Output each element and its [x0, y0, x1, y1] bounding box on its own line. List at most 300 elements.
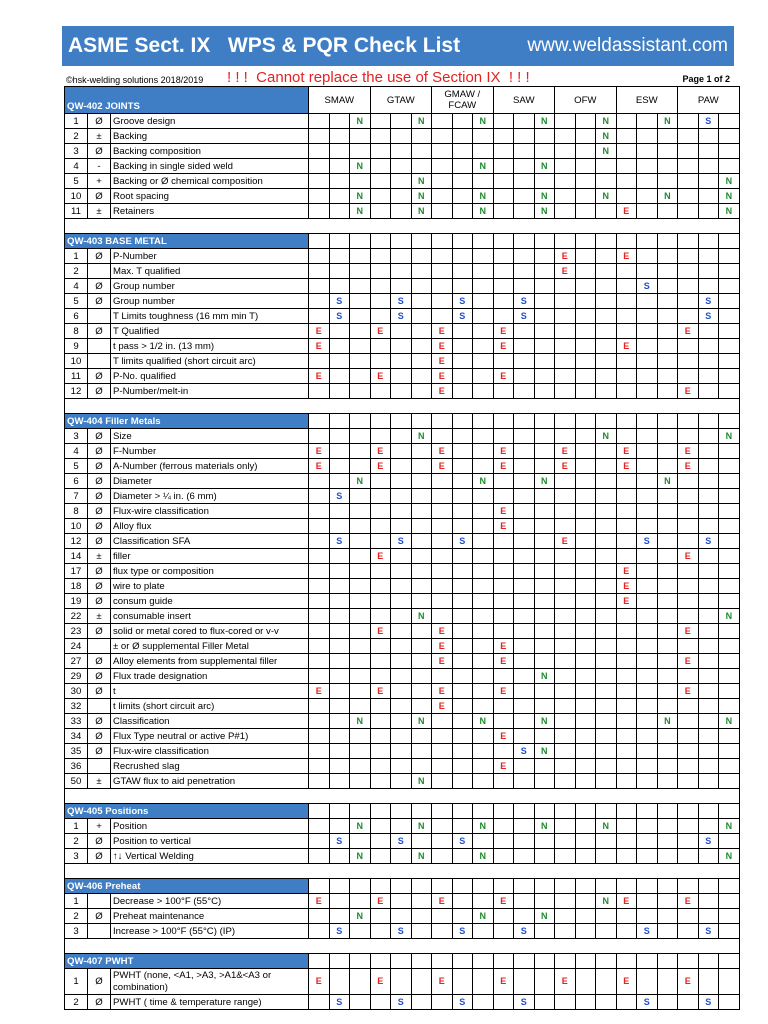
row-symbol — [88, 309, 111, 324]
mark-cell — [596, 669, 617, 684]
mark-cell — [309, 549, 330, 564]
mark-cell — [555, 714, 576, 729]
row-number: 30 — [65, 684, 88, 699]
subtitle-line — [62, 68, 734, 88]
row-number: 2 — [65, 909, 88, 924]
mark-cell — [657, 174, 678, 189]
row-description: GTAW flux to aid penetration — [111, 774, 309, 789]
mark-cell — [534, 384, 555, 399]
mark-cell — [637, 324, 658, 339]
mark-cell — [493, 129, 514, 144]
mark-cell — [370, 204, 391, 219]
header-blank-cell — [432, 414, 453, 429]
row-number: 29 — [65, 669, 88, 684]
row-description: Diameter > ¼ in. (6 mm) — [111, 489, 309, 504]
mark-cell — [452, 639, 473, 654]
row-description: t — [111, 684, 309, 699]
row-description: Position — [111, 819, 309, 834]
mark-cell — [473, 759, 494, 774]
mark-cell — [534, 729, 555, 744]
mark-cell — [616, 354, 637, 369]
mark-cell — [719, 249, 740, 264]
mark-cell — [350, 489, 371, 504]
mark-cell — [370, 294, 391, 309]
mark-cell — [534, 774, 555, 789]
mark-cell: E — [370, 624, 391, 639]
table-row — [65, 474, 740, 489]
header-blank-cell — [678, 879, 699, 894]
mark-cell: E — [616, 444, 637, 459]
header-blank-cell — [350, 414, 371, 429]
header-blank-cell — [637, 954, 658, 969]
mark-cell — [596, 699, 617, 714]
row-description: Retainers — [111, 204, 309, 219]
mark-cell — [493, 294, 514, 309]
mark-cell: S — [452, 834, 473, 849]
mark-cell: N — [473, 819, 494, 834]
mark-cell — [309, 849, 330, 864]
mark-cell: N — [596, 894, 617, 909]
mark-cell — [411, 354, 432, 369]
mark-cell: S — [452, 534, 473, 549]
row-number: 33 — [65, 714, 88, 729]
mark-cell — [698, 714, 719, 729]
mark-cell — [616, 519, 637, 534]
mark-cell: N — [411, 714, 432, 729]
row-symbol: Ø — [88, 189, 111, 204]
header-blank-cell — [329, 414, 350, 429]
mark-cell — [309, 159, 330, 174]
row-description: Groove design — [111, 114, 309, 129]
header-blank-cell — [493, 414, 514, 429]
mark-cell: N — [473, 114, 494, 129]
mark-cell — [493, 669, 514, 684]
mark-cell — [514, 129, 535, 144]
row-symbol: Ø — [88, 594, 111, 609]
mark-cell — [698, 339, 719, 354]
row-number: 7 — [65, 489, 88, 504]
mark-cell — [555, 894, 576, 909]
mark-cell — [370, 924, 391, 939]
mark-cell — [411, 519, 432, 534]
mark-cell — [432, 159, 453, 174]
mark-cell — [514, 684, 535, 699]
header-blank-cell — [329, 804, 350, 819]
mark-cell — [350, 699, 371, 714]
mark-cell — [309, 264, 330, 279]
mark-cell — [555, 489, 576, 504]
mark-cell — [329, 609, 350, 624]
mark-cell — [637, 759, 658, 774]
mark-cell — [411, 564, 432, 579]
mark-cell — [473, 995, 494, 1010]
row-symbol: Ø — [88, 459, 111, 474]
mark-cell — [514, 429, 535, 444]
mark-cell — [575, 849, 596, 864]
mark-cell — [616, 144, 637, 159]
mark-cell — [637, 489, 658, 504]
mark-cell — [534, 594, 555, 609]
mark-cell — [473, 249, 494, 264]
mark-cell — [575, 774, 596, 789]
mark-cell: N — [534, 909, 555, 924]
row-symbol: Ø — [88, 669, 111, 684]
mark-cell — [432, 609, 453, 624]
header-blank-cell — [678, 234, 699, 249]
mark-cell — [678, 264, 699, 279]
mark-cell — [432, 564, 453, 579]
mark-cell — [329, 819, 350, 834]
mark-cell — [473, 654, 494, 669]
mark-cell — [575, 429, 596, 444]
mark-cell — [514, 834, 535, 849]
mark-cell — [452, 474, 473, 489]
mark-cell — [391, 324, 412, 339]
row-number: 8 — [65, 324, 88, 339]
mark-cell — [411, 294, 432, 309]
mark-cell — [514, 489, 535, 504]
mark-cell: E — [493, 339, 514, 354]
mark-cell — [350, 759, 371, 774]
mark-cell: N — [473, 159, 494, 174]
mark-cell: N — [411, 609, 432, 624]
header-blank-cell — [473, 234, 494, 249]
mark-cell — [309, 114, 330, 129]
mark-cell — [575, 339, 596, 354]
table-row — [65, 579, 740, 594]
section-header-row — [65, 804, 740, 819]
mark-cell — [678, 339, 699, 354]
row-description: Alloy elements from supplemental filler — [111, 654, 309, 669]
mark-cell — [473, 969, 494, 995]
mark-cell — [329, 714, 350, 729]
mark-cell — [616, 654, 637, 669]
row-number: 4 — [65, 159, 88, 174]
mark-cell — [719, 309, 740, 324]
mark-cell — [534, 339, 555, 354]
mark-cell — [616, 699, 637, 714]
mark-cell: E — [432, 894, 453, 909]
mark-cell — [391, 279, 412, 294]
mark-cell — [370, 174, 391, 189]
header-blank-cell — [534, 879, 555, 894]
mark-cell — [698, 699, 719, 714]
mark-cell — [391, 819, 412, 834]
mark-cell — [575, 609, 596, 624]
mark-cell — [575, 894, 596, 909]
mark-cell — [411, 144, 432, 159]
mark-cell — [616, 174, 637, 189]
mark-cell — [698, 624, 719, 639]
row-number: 35 — [65, 744, 88, 759]
mark-cell — [411, 279, 432, 294]
process-header: GTAW — [370, 87, 432, 114]
mark-cell — [514, 519, 535, 534]
mark-cell — [678, 159, 699, 174]
section-spacer — [65, 399, 740, 414]
row-number: 32 — [65, 699, 88, 714]
mark-cell: N — [350, 159, 371, 174]
mark-cell — [719, 684, 740, 699]
spacer-cell — [65, 939, 740, 954]
mark-cell — [555, 924, 576, 939]
table-row — [65, 729, 740, 744]
mark-cell — [370, 774, 391, 789]
mark-cell: E — [432, 339, 453, 354]
mark-cell — [596, 444, 617, 459]
section-header-row — [65, 234, 740, 249]
mark-cell: E — [370, 894, 391, 909]
header-blank-cell — [411, 804, 432, 819]
row-description: P-Number/melt-in — [111, 384, 309, 399]
mark-cell — [678, 249, 699, 264]
mark-cell — [698, 459, 719, 474]
mark-cell — [329, 894, 350, 909]
mark-cell — [698, 279, 719, 294]
mark-cell — [596, 249, 617, 264]
table-row — [65, 264, 740, 279]
mark-cell: N — [473, 474, 494, 489]
header-blank-cell — [432, 804, 453, 819]
mark-cell — [329, 324, 350, 339]
mark-cell — [391, 264, 412, 279]
mark-cell — [678, 189, 699, 204]
mark-cell — [719, 564, 740, 579]
mark-cell — [534, 564, 555, 579]
mark-cell — [452, 684, 473, 699]
row-symbol: Ø — [88, 519, 111, 534]
mark-cell — [534, 834, 555, 849]
mark-cell — [329, 174, 350, 189]
mark-cell — [309, 174, 330, 189]
mark-cell — [350, 339, 371, 354]
mark-cell — [719, 549, 740, 564]
mark-cell — [555, 324, 576, 339]
mark-cell — [370, 519, 391, 534]
mark-cell — [657, 834, 678, 849]
mark-cell — [493, 159, 514, 174]
mark-cell — [309, 594, 330, 609]
section-header-row — [65, 414, 740, 429]
mark-cell — [411, 264, 432, 279]
header-blank-cell — [370, 414, 391, 429]
mark-cell — [534, 699, 555, 714]
mark-cell — [657, 849, 678, 864]
row-description: Position to vertical — [111, 834, 309, 849]
mark-cell — [678, 995, 699, 1010]
row-symbol: + — [88, 819, 111, 834]
mark-cell: E — [370, 684, 391, 699]
mark-cell — [698, 819, 719, 834]
mark-cell — [719, 969, 740, 995]
mark-cell — [678, 144, 699, 159]
mark-cell — [698, 729, 719, 744]
mark-cell — [370, 564, 391, 579]
mark-cell — [493, 564, 514, 579]
mark-cell — [596, 309, 617, 324]
header-blank-cell — [575, 954, 596, 969]
header-blank-cell — [473, 804, 494, 819]
mark-cell — [637, 624, 658, 639]
header-blank-cell — [616, 879, 637, 894]
mark-cell: N — [534, 669, 555, 684]
mark-cell — [514, 909, 535, 924]
mark-cell — [473, 279, 494, 294]
table-row — [65, 309, 740, 324]
mark-cell — [698, 159, 719, 174]
mark-cell: E — [309, 369, 330, 384]
mark-cell: E — [678, 654, 699, 669]
mark-cell — [370, 759, 391, 774]
mark-cell — [514, 699, 535, 714]
mark-cell — [329, 969, 350, 995]
row-symbol: Ø — [88, 579, 111, 594]
mark-cell — [698, 849, 719, 864]
mark-cell — [534, 995, 555, 1010]
mark-cell — [370, 654, 391, 669]
mark-cell — [534, 324, 555, 339]
mark-cell — [616, 534, 637, 549]
mark-cell — [657, 264, 678, 279]
mark-cell — [452, 369, 473, 384]
mark-cell — [698, 474, 719, 489]
table-row — [65, 189, 740, 204]
mark-cell: E — [616, 339, 637, 354]
mark-cell — [391, 699, 412, 714]
mark-cell — [575, 564, 596, 579]
mark-cell — [350, 504, 371, 519]
header-blank-cell — [514, 879, 535, 894]
mark-cell — [575, 354, 596, 369]
mark-cell — [596, 594, 617, 609]
mark-cell — [370, 114, 391, 129]
row-description: Backing — [111, 129, 309, 144]
mark-cell — [432, 579, 453, 594]
mark-cell — [575, 714, 596, 729]
table-row — [65, 354, 740, 369]
mark-cell — [411, 309, 432, 324]
row-description: Flux Type neutral or active P#1) — [111, 729, 309, 744]
mark-cell — [514, 474, 535, 489]
row-description: filler — [111, 549, 309, 564]
table-row — [65, 819, 740, 834]
mark-cell: E — [678, 969, 699, 995]
mark-cell — [514, 714, 535, 729]
mark-cell — [534, 144, 555, 159]
mark-cell — [698, 129, 719, 144]
mark-cell — [473, 144, 494, 159]
mark-cell — [698, 969, 719, 995]
table-row — [65, 384, 740, 399]
mark-cell — [657, 909, 678, 924]
mark-cell — [657, 579, 678, 594]
mark-cell — [309, 144, 330, 159]
mark-cell — [309, 474, 330, 489]
mark-cell — [637, 654, 658, 669]
mark-cell — [432, 249, 453, 264]
mark-cell — [698, 174, 719, 189]
mark-cell — [698, 639, 719, 654]
mark-cell — [391, 744, 412, 759]
mark-cell — [596, 504, 617, 519]
header-blank-cell — [698, 234, 719, 249]
mark-cell — [514, 369, 535, 384]
mark-cell — [350, 579, 371, 594]
mark-cell — [432, 474, 453, 489]
mark-cell: S — [329, 294, 350, 309]
mark-cell — [350, 624, 371, 639]
mark-cell — [575, 834, 596, 849]
mark-cell — [637, 369, 658, 384]
website-link[interactable]: www.weldassistant.com — [527, 35, 728, 56]
row-number: 8 — [65, 504, 88, 519]
mark-cell — [473, 309, 494, 324]
mark-cell — [432, 594, 453, 609]
mark-cell — [678, 834, 699, 849]
row-description: A-Number (ferrous materials only) — [111, 459, 309, 474]
mark-cell — [411, 249, 432, 264]
header-blank-cell — [370, 879, 391, 894]
mark-cell — [698, 669, 719, 684]
mark-cell — [514, 444, 535, 459]
mark-cell — [350, 459, 371, 474]
mark-cell — [596, 489, 617, 504]
header-blank-cell — [534, 954, 555, 969]
mark-cell — [411, 444, 432, 459]
mark-cell: E — [616, 249, 637, 264]
mark-cell — [657, 729, 678, 744]
mark-cell — [596, 534, 617, 549]
mark-cell — [432, 924, 453, 939]
spacer-cell — [65, 789, 740, 804]
mark-cell — [493, 174, 514, 189]
mark-cell — [514, 159, 535, 174]
mark-cell: S — [698, 834, 719, 849]
mark-cell — [657, 669, 678, 684]
mark-cell — [637, 204, 658, 219]
mark-cell — [555, 624, 576, 639]
mark-cell — [350, 564, 371, 579]
mark-cell: N — [596, 819, 617, 834]
row-number: 6 — [65, 474, 88, 489]
mark-cell: E — [493, 444, 514, 459]
mark-cell — [391, 384, 412, 399]
mark-cell — [452, 564, 473, 579]
mark-cell — [391, 519, 412, 534]
mark-cell: S — [514, 294, 535, 309]
mark-cell — [534, 894, 555, 909]
mark-cell — [555, 819, 576, 834]
row-symbol: Ø — [88, 429, 111, 444]
mark-cell: E — [678, 549, 699, 564]
mark-cell — [575, 624, 596, 639]
mark-cell — [616, 309, 637, 324]
header-blank-cell — [473, 879, 494, 894]
mark-cell — [657, 339, 678, 354]
mark-cell — [534, 504, 555, 519]
row-number: 6 — [65, 309, 88, 324]
process-header: OFW — [555, 87, 617, 114]
mark-cell: E — [432, 459, 453, 474]
mark-cell — [555, 759, 576, 774]
row-number: 10 — [65, 354, 88, 369]
mark-cell — [309, 279, 330, 294]
header-blank-cell — [596, 804, 617, 819]
mark-cell: S — [391, 534, 412, 549]
row-description: P-Number — [111, 249, 309, 264]
mark-cell — [575, 384, 596, 399]
mark-cell — [719, 294, 740, 309]
